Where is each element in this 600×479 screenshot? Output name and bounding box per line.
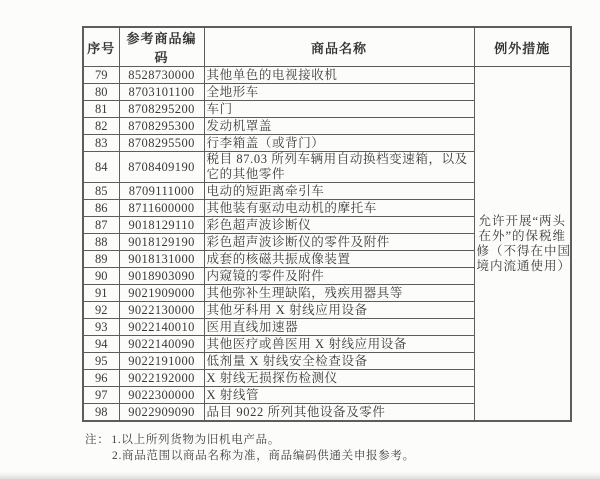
row-seq-no: 84 (83, 152, 119, 183)
footnotes (85, 432, 415, 464)
row-product-code: 8528730000 (119, 67, 204, 84)
row-product-code: 9018903090 (119, 268, 204, 285)
row-product-name: 品目 9022 所列其他设备及零件 (204, 404, 474, 422)
row-product-name: 全地形车 (204, 84, 474, 101)
row-seq-no: 87 (83, 217, 119, 234)
table-header (83, 27, 571, 67)
scan-artifact-shadow (0, 472, 600, 479)
header-seq-no: 序号 (83, 27, 119, 67)
table-body (83, 67, 571, 422)
row-product-name: 低剂量 X 射线安全检查设备 (204, 353, 474, 370)
row-product-code: 9022140090 (119, 336, 204, 353)
row-seq-no: 89 (83, 251, 119, 268)
row-seq-no: 82 (83, 118, 119, 135)
row-product-code: 9018129190 (119, 234, 204, 251)
row-product-name: 其他牙科用 X 射线应用设备 (204, 302, 474, 319)
header-product-name: 商品名称 (204, 27, 474, 67)
row-product-name: 成套的核磁共振成像装置 (204, 251, 474, 268)
row-product-code: 8708295500 (119, 135, 204, 152)
row-product-name: 彩色超声波诊断仪 (204, 217, 474, 234)
footnote-label: 注： (85, 434, 110, 446)
row-seq-no: 90 (83, 268, 119, 285)
row-seq-no: 95 (83, 353, 119, 370)
row-seq-no: 83 (83, 135, 119, 152)
row-seq-no: 91 (83, 285, 119, 302)
row-seq-no: 96 (83, 370, 119, 387)
row-product-code: 8709111000 (119, 183, 204, 200)
exception-line: 允许开展“两头 (478, 213, 567, 228)
row-seq-no: 79 (83, 67, 119, 84)
row-seq-no: 94 (83, 336, 119, 353)
row-product-code: 9022300000 (119, 387, 204, 404)
row-product-name: 医用直线加速器 (204, 319, 474, 336)
row-product-code: 8711600000 (119, 200, 204, 217)
row-seq-no: 88 (83, 234, 119, 251)
row-product-name: X 射线无损探伤检测仪 (204, 370, 474, 387)
exception-line: 在外”的保税维 (478, 228, 567, 243)
row-seq-no: 80 (83, 84, 119, 101)
exception-measures-cell (474, 67, 571, 422)
row-product-name: X 射线管 (204, 387, 474, 404)
row-seq-no: 93 (83, 319, 119, 336)
goods-table (82, 26, 572, 422)
row-product-name: 其他单色的电视接收机 (204, 67, 474, 84)
row-product-code: 9022140010 (119, 319, 204, 336)
exception-line: 修（不得在中国 (476, 243, 572, 258)
row-seq-no: 98 (83, 404, 119, 422)
row-product-code: 8708409190 (119, 152, 204, 183)
row-product-code: 9018131000 (119, 251, 204, 268)
row-product-code: 9022909090 (119, 404, 204, 422)
footnote-line-1 (85, 432, 415, 448)
table-row (83, 67, 571, 84)
row-product-code: 8708295300 (119, 118, 204, 135)
row-product-name: 电动的短距离牵引车 (204, 183, 474, 200)
row-product-name: 其他弥补生理缺陷，残疾用器具等 (204, 285, 474, 302)
row-product-name: 其他装有驱动电动机的摩托车 (204, 200, 474, 217)
row-seq-no: 92 (83, 302, 119, 319)
row-product-code: 8703101100 (119, 84, 204, 101)
row-seq-no: 81 (83, 101, 119, 118)
row-product-name: 行李箱盖（或背门） (204, 135, 474, 152)
footnote-line-2: 2.商品范围以商品名称为准，商品编码供通关申报参考。 (112, 450, 415, 462)
row-product-code: 9021909000 (119, 285, 204, 302)
footnote-text-1: 1.以上所列货物为旧机电产品。 (111, 434, 281, 446)
row-seq-no: 97 (83, 387, 119, 404)
row-product-code: 8708295200 (119, 101, 204, 118)
row-seq-no: 85 (83, 183, 119, 200)
row-product-name: 车门 (204, 101, 474, 118)
row-product-code: 9022192000 (119, 370, 204, 387)
row-product-name: 彩色超声波诊断仪的零件及附件 (204, 234, 474, 251)
row-product-name: 税目 87.03 所列车辆用自动换档变速箱，以及它的其他零件 (204, 152, 474, 183)
row-product-name: 发动机罩盖 (204, 118, 474, 135)
header-product-code: 参考商品编码 (119, 27, 204, 67)
exception-line: 境内流通使用） (476, 258, 572, 273)
row-product-name: 其他医疗或兽医用 X 射线应用设备 (204, 336, 474, 353)
row-product-code: 9022130000 (119, 302, 204, 319)
row-product-code: 9018129110 (119, 217, 204, 234)
header-row (83, 27, 571, 67)
row-seq-no: 86 (83, 200, 119, 217)
row-product-code: 9022191000 (119, 353, 204, 370)
header-exception-measures: 例外措施 (474, 27, 571, 67)
row-product-name: 内窥镜的零件及附件 (204, 268, 474, 285)
